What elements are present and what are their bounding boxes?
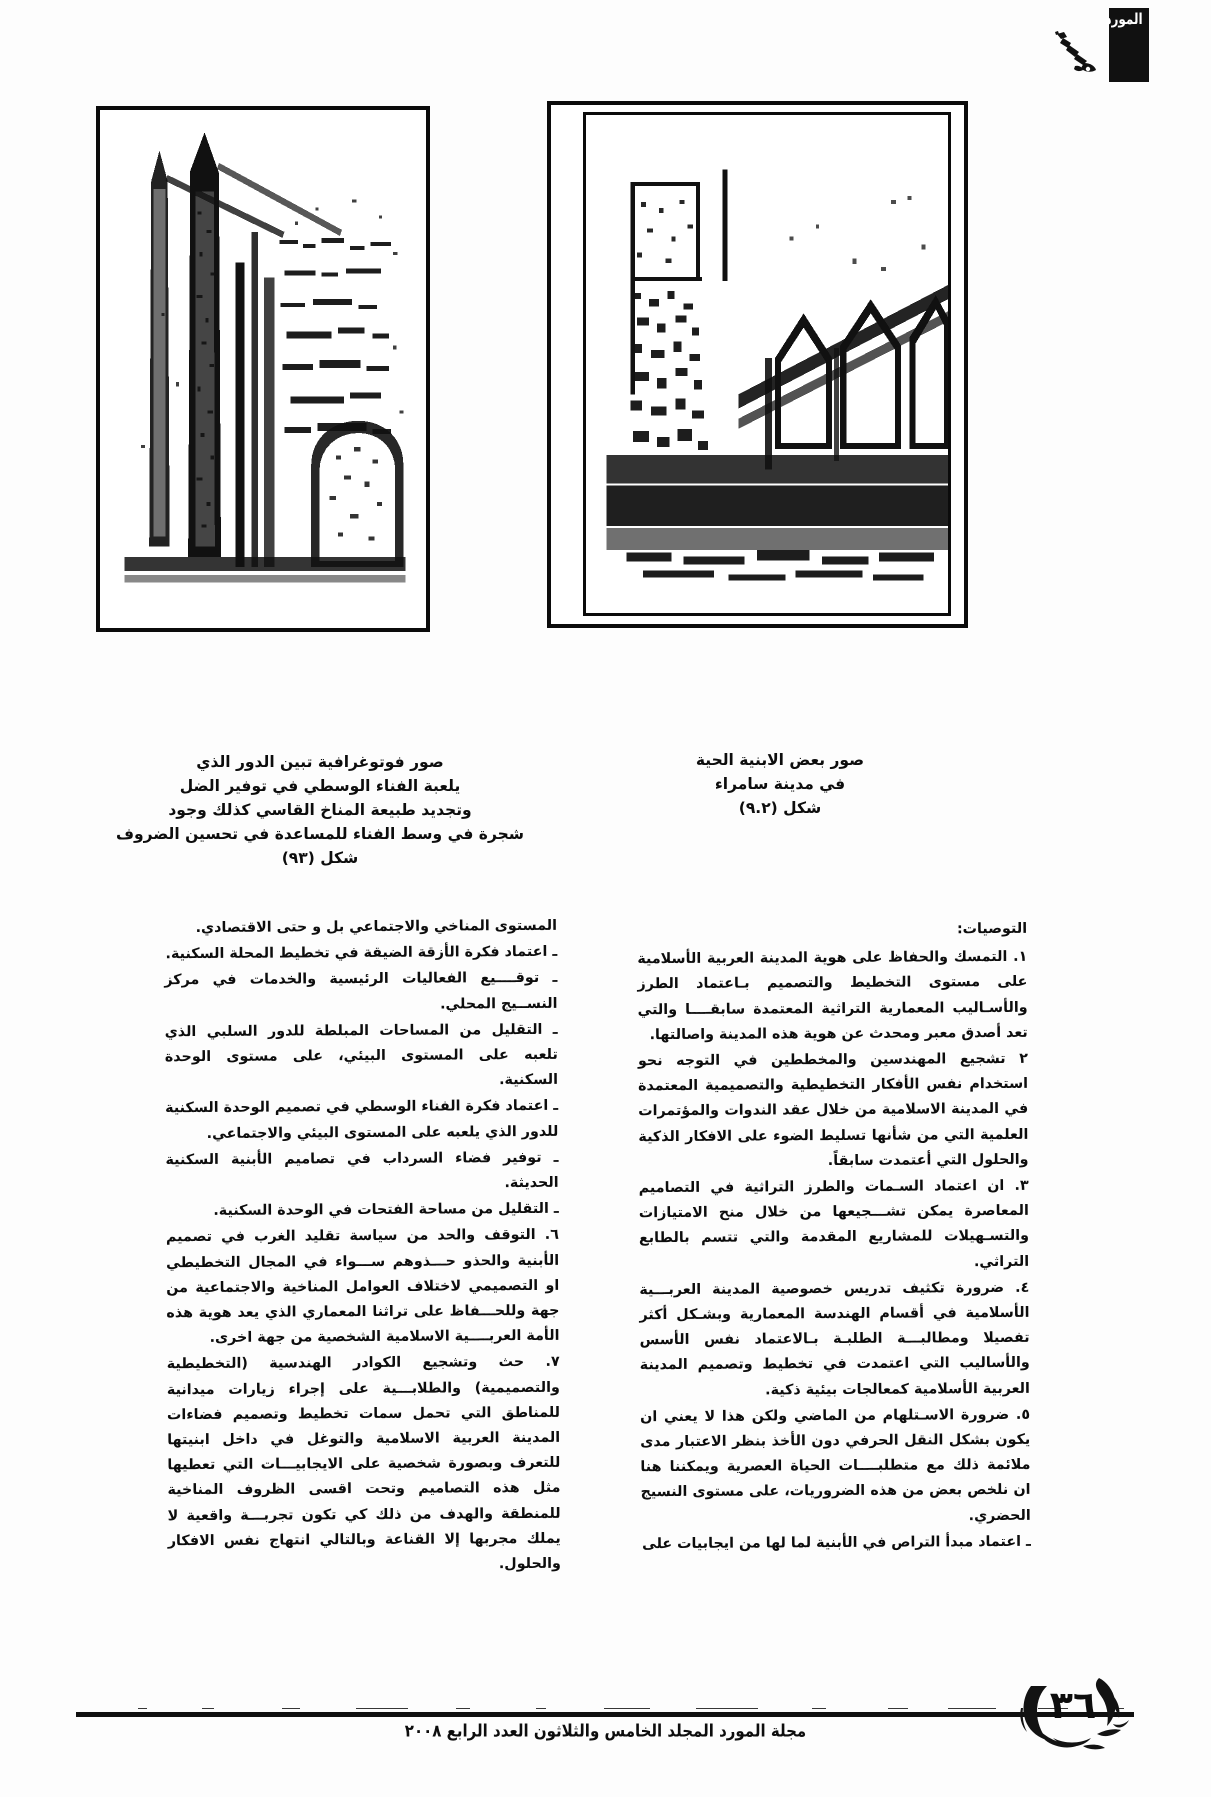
page-number-ornament-art [1013,1668,1133,1764]
masthead-black-block [1105,8,1149,82]
figure-9-2-caption [600,748,960,820]
paragraph: ـ اعتماد فكرة الفناء الوسطي في تصميم الوحدة السكنية للدور الذي يلعبه على المستوى البيئي والاجتماعي. [165,1098,559,1142]
footer-divider [76,1712,1134,1717]
paragraph: ـ التقليل من المساحات المبلطة للدور السلبي الذي تلعبه على المستوى البيئي، على مستوى الوحدة السكنية. [164,1021,559,1089]
paragraph: ـ توفير فضاء السرداب في تصاميم الأبنية السكنية الحديثة. [165,1149,559,1192]
caption-line: وتجديد طبيعة المناخ القاسي كذلك وجود [168,801,472,819]
paragraph: ـ اعتماد مبدأ التراص في الأبنية لما لها من ايجابيات على [642,1533,1031,1553]
paragraph: ٦. التوقف والحد من سياسة تقليد الغرب في تصميم الأبنية والحذو حـــذوهم ســـواء في المجال التخطيطي او التصميمي لاختلاف العوامل المناخية والاجتماعية من جهة وللحـــفاظ على تراثنا المعماري الذي يعد هوية هذه الأمة العربــــية الاسلامية الشخصية من جهة اخرى. [165,1227,560,1347]
paragraph: ـ التقليل من مساحة الفتحات في الوحدة السكنية. [213,1201,559,1220]
caption-figure-number: شكل (٩.٢) [738,799,822,817]
figure-9-2-frame [583,112,951,616]
caption-line: يلعبة الفناء الوسطي في توفير الضل [179,777,461,795]
caption-line: صور فوتوغرافية تبين الدور الذي [196,753,444,771]
paragraph: ١. التمسك والحفاظ على هوية المدينة العربية الأسلامية على مستوى التخطيط والتصميم بـاعتماد الطرز والأسـاليب المعمارية التراثية المعتمدة سابقــــا والتي تعد أصدق معبر ومحدث عن هوية هذه المدينة واصالتها. [637,949,1028,1043]
recommendations-heading: التوصيات: [956,920,1028,938]
caption-line: في مدينة سامراء [714,775,846,793]
paragraph: ـ توقــــيع الفعاليات الرئيسية والخدمات في مركز النســيج المحلي. [164,970,558,1013]
footer-journal-line: مجلة المورد المجلد الخامس والثلاثون العدد الرابع ٢٠٠٨ [404,1720,807,1742]
figure-9-3-frame [96,106,430,632]
caption-figure-number: شكل (٩٣) [281,849,359,867]
right-text-column [637,917,1031,1558]
page-number-ornament [1013,1668,1133,1764]
paragraph: ٤. ضرورة تكثيف تدريس خصوصية المدينة العربـــية الأسلامية في أقسام الهندسة المعمارية وبشـكل أكثر تفصيلا ومطالبـــة الطلبـة بـالاعتماد نفس الأسس والأساليب التي اعتمدت في تخطيط وتصميم المدينة العربية الأسلامية كمعالجات بيئية ذكية. [639,1279,1030,1399]
paragraph: ٥. ضرورة الاسـتلهام من الماضي ولكن هذا لا يعني ان يكون بشكل النقل الحرفي دون الأخذ بنظر الاعتبار مدى ملائمة ذلك مع متطلبــــات الحياة العصرية ويمكننا هنا ان نلخص بعض من هذه الضروريات، على مستوى النسيج الحضري. [640,1406,1031,1524]
quill-pen-icon [1051,30,1109,76]
paragraph: ٣. ان اعتماد السـمات والطرز التراثية في التصاميم المعاصرة يمكن تشـــجيعها من خلال منح الامتيازات والتسـهيلات للمشاريع المقدمة والتي تتسم بالطابع التراثي. [638,1177,1030,1270]
footer-speckle-band [76,1700,1134,1709]
caption-line: شجرة في وسط الفناء للمساعدة في تحسين الضروف [115,825,525,843]
masthead-block-text: المورد [1105,10,1143,28]
journal-masthead-logo [1025,4,1175,90]
figure-9-3-caption [110,750,530,870]
left-text-column [164,914,561,1581]
paragraph: المستوى المناخي والاجتماعي بل و حتى الاقتصادي. [195,917,558,937]
figure-9-3-image [100,110,426,628]
paragraph: ٧. حث وتشجيع الكوادر الهندسية (التخطيطية والتصميمية) والطلابـــية على إجراء زيارات ميدانية للمناطق التي تحمل سمات تخطيط وتصميم فضاءات المدينة العربية الاسلامية والتوغل في داخل ابنيتها للتعرف وبصورة شخصية على الايجابيـــات التي تعطيها مثل هذه التصاميم وتحت اقسى الظروف المناخية للمنطقة والهدف من ذلك كي تكون تجربـــة واقعية لا يملك مجربها إلا القناعة وبالتالي انتهاج نفس الافكار والحلول. [166,1354,561,1573]
caption-line: صور بعض الابنية الحية [695,751,865,769]
page-number-text: ٣٦ [1049,1683,1097,1727]
paragraph: ٢ تشجيع المهندسين والمخططين في التوجه نحو استخدام نفس الأفكار التخطيطية والتصميمية المعتمدة في المدينة الاسلامية من خلال عقد الندوات والمؤتمرات العلمية التي من شأنها تسليط الضوء على الافكار الذكية والحلول التي أعتمدت سابقاً. [637,1050,1029,1169]
paragraph: ـ اعتماد فكرة الأزقة الضيقة في تخطيط المحلة السكنية. [165,944,558,963]
figure-9-2-image [586,115,948,613]
